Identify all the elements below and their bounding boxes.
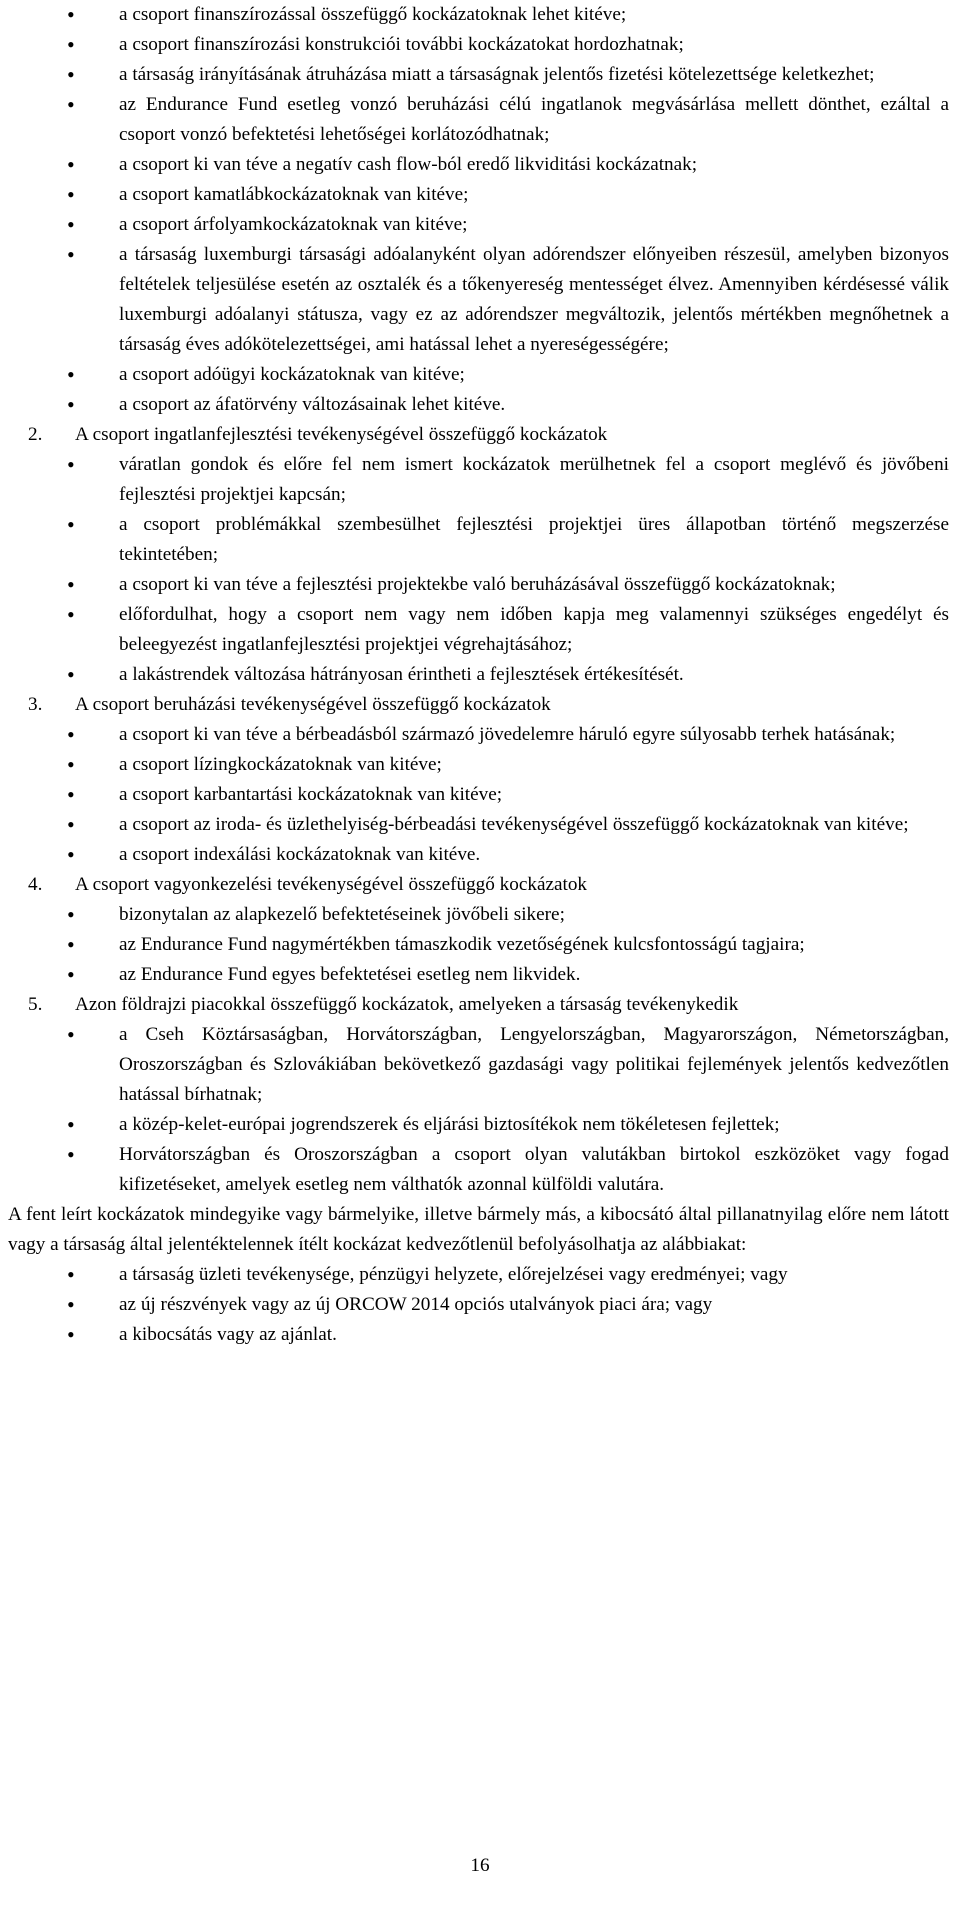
list-item: • az Endurance Fund nagymértékben támaszkodik vezetőségének kulcsfontosságú tagjaira;	[8, 930, 949, 960]
list-item: • a csoport az áfatörvény változásainak lehet kitéve.	[8, 390, 949, 420]
section-number: 5.	[28, 994, 43, 1015]
list-item: • Horvátországban és Oroszországban a csoport olyan valutákban birtokol eszközöket vagy fogad kifizetéseket, amelyek esetleg nem válthatók azonnal külföldi valutára.	[8, 1140, 949, 1200]
list-item: • a csoport finanszírozási konstrukciói további kockázatokat hordozhatnak;	[8, 30, 949, 60]
section-number: 2.	[28, 424, 43, 445]
list-item: • a csoport lízingkockázatoknak van kitéve;	[8, 750, 949, 780]
section-heading	[8, 690, 949, 720]
section-title: A csoport beruházási tevékenységével összefüggő kockázatok	[75, 694, 551, 715]
list-item: • a csoport adóügyi kockázatoknak van kitéve;	[8, 360, 949, 390]
list-item: • az új részvények vagy az új ORCOW 2014 opciós utalványok piaci ára; vagy	[8, 1290, 949, 1320]
section-number: 4.	[28, 874, 43, 895]
list-item: • bizonytalan az alapkezelő befektetéseinek jövőbeli sikere;	[8, 900, 949, 930]
section-heading	[8, 870, 949, 900]
section-title: A csoport ingatlanfejlesztési tevékenységével összefüggő kockázatok	[75, 424, 608, 445]
list-item: • a lakástrendek változása hátrányosan érintheti a fejlesztések értékesítését.	[8, 660, 949, 690]
list-item: • a csoport ki van téve a bérbeadásból származó jövedelemre háruló egyre súlyosabb terhek hatásának;	[8, 720, 949, 750]
list-item: • a csoport finanszírozással összefüggő kockázatoknak lehet kitéve;	[8, 0, 949, 30]
section-4	[8, 870, 949, 990]
section-title: A csoport vagyonkezelési tevékenységével összefüggő kockázatok	[75, 874, 588, 895]
document-page	[8, 0, 949, 1350]
list-item: • a közép-kelet-európai jogrendszerek és eljárási biztosítékok nem tökéletesen fejlettek;	[8, 1110, 949, 1140]
list-item: • váratlan gondok és előre fel nem ismert kockázatok merülhetnek fel a csoport meglévő és jövőbeni fejlesztési projektjei kapcsán;	[8, 450, 949, 510]
page-number: 16	[470, 1855, 490, 1876]
list-item: • az Endurance Fund esetleg vonzó beruházási célú ingatlanok megvásárlása mellett dönthet, ezáltal a csoport vonzó befektetési lehetőségei korlátozódhatnak;	[8, 90, 949, 150]
section-5	[8, 990, 949, 1200]
list-item: • a csoport az iroda- és üzlethelyiség-bérbeadási tevékenységével összefüggő kockázatoknak van kitéve;	[8, 810, 949, 840]
list-item: • a csoport árfolyamkockázatoknak van kitéve;	[8, 210, 949, 240]
list-item: • a Cseh Köztársaságban, Horvátországban, Lengyelországban, Magyarországon, Németországban, Oroszországban és Szlovákiában bekövetkező gazdasági vagy politikai fejlemények jelentős kedvezőtlen hatással bírhatnak;	[8, 1020, 949, 1110]
list-item: • a csoport indexálási kockázatoknak van kitéve.	[8, 840, 949, 870]
section-heading	[8, 990, 949, 1020]
closing-paragraph: A fent leírt kockázatok mindegyike vagy bármelyike, illetve bármely más, a kibocsátó által pillanatnyilag előre nem látott vagy a társaság által jelentéktelennek ítélt kockázat kedvezőtlenül befolyásolhatja az alábbiakat:	[8, 1204, 949, 1255]
list-item: • a csoport karbantartási kockázatoknak van kitéve;	[8, 780, 949, 810]
section-heading	[8, 420, 949, 450]
section-3	[8, 690, 949, 870]
list-item: • a csoport kamatlábkockázatoknak van kitéve;	[8, 180, 949, 210]
section-2	[8, 420, 949, 690]
list-item: • a társaság irányításának átruházása miatt a társaságnak jelentős fizetési kötelezettsége keletkezhet;	[8, 60, 949, 90]
section-bullet-list	[8, 720, 949, 870]
list-item: • a társaság üzleti tevékenysége, pénzügyi helyzete, előrejelzései vagy eredményei; vagy	[8, 1260, 949, 1290]
section-number: 3.	[28, 694, 43, 715]
list-item: • a kibocsátás vagy az ajánlat.	[8, 1320, 949, 1350]
list-item: • a csoport problémákkal szembesülhet fejlesztési projektjei üres állapotban történő megszerzése tekintetében;	[8, 510, 949, 570]
list-item: • a csoport ki van téve a negatív cash flow-ból eredő likviditási kockázatnak;	[8, 150, 949, 180]
list-item: • az Endurance Fund egyes befektetései esetleg nem likvidek.	[8, 960, 949, 990]
intro-bullet-list	[8, 0, 949, 420]
section-title: Azon földrajzi piacokkal összefüggő kockázatok, amelyeken a társaság tevékenykedik	[75, 994, 739, 1015]
section-bullet-list	[8, 1020, 949, 1200]
closing-bullet-list	[8, 1260, 949, 1350]
section-bullet-list	[8, 900, 949, 990]
list-item: • a csoport ki van téve a fejlesztési projektekbe való beruházásával összefüggő kockázatoknak;	[8, 570, 949, 600]
list-item: • előfordulhat, hogy a csoport nem vagy nem időben kapja meg valamennyi szükséges engedélyt és beleegyezést ingatlanfejlesztési projektjei végrehajtásához;	[8, 600, 949, 660]
section-bullet-list	[8, 450, 949, 690]
list-item: • a társaság luxemburgi társasági adóalanyként olyan adórendszer előnyeiben részesül, amelyben bizonyos feltételek teljesülése esetén az osztalék és a tőkenyereség mentességet élvez. Amennyiben kérdésessé válik luxemburgi adóalanyi státusza, vagy ez az adórendszer megváltozik, jelentős mértékben megnőhetnek a társaság éves adókötelezettségei, ami hatással lehet a nyereségességére;	[8, 240, 949, 360]
